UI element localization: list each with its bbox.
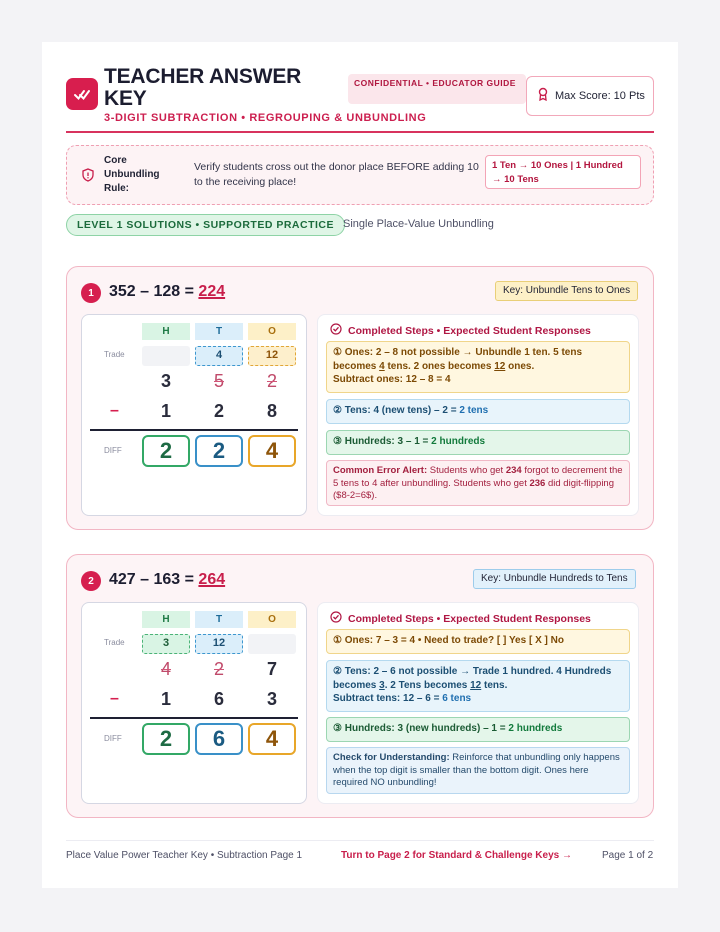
problem-equation <box>109 283 225 301</box>
check-for-understanding <box>326 747 630 794</box>
diff-row-label: DIFF <box>104 446 122 455</box>
step-text: tens. 2 ones becomes <box>384 360 495 372</box>
step-text: ② Tens: 2 – 6 not possible → Trade 1 hundred. 4 Hundreds becomes <box>333 666 612 691</box>
bottom-digit-ones: 3 <box>266 689 277 709</box>
check-circle-icon <box>330 323 342 338</box>
step-value: 12 <box>470 679 482 691</box>
check-circle-icon <box>330 611 342 626</box>
trade-row-label: Trade <box>104 350 125 359</box>
step-value: 6 tens <box>442 693 472 704</box>
rule-text: Verify students cross out the donor place BEFORE adding 10 to the receiving place! <box>194 161 479 188</box>
ones-header: O <box>248 611 296 628</box>
step-value: 2 hundreds <box>431 436 486 447</box>
minus-sign: – <box>110 402 119 419</box>
answer-key-page <box>42 42 678 888</box>
shield-alert-icon <box>81 168 95 187</box>
trade-row-label: Trade <box>104 638 125 647</box>
answer-key-tag: Key: Unbundle Hundreds to Tens <box>473 569 636 589</box>
trade-box-tens: 4 <box>195 346 243 366</box>
bottom-digit-hundreds: 1 <box>160 401 171 421</box>
steps-header <box>330 323 591 338</box>
steps-header <box>330 611 591 626</box>
step-text: ① Ones: 7 – 3 = 4 • Need to trade? [ ] Yes [ X ] No <box>333 635 564 646</box>
step-text: ② Tens: 4 (new tens) – 2 = <box>333 405 460 416</box>
step-text: ③ Hundreds: 3 (new hundreds) – 1 = <box>333 723 509 734</box>
max-score-text: Max Score: 10 Pts <box>555 90 645 102</box>
steps-header-text: Completed Steps • Expected Student Responses <box>348 324 591 337</box>
step-value: 2 tens <box>459 405 489 416</box>
tens-header: T <box>195 611 243 628</box>
step-ones <box>326 341 630 393</box>
problem-number: 1 <box>81 283 101 303</box>
step-tens <box>326 399 630 424</box>
rule-conversion-pill: 1 Ten → 10 Ones | 1 Hundred → 10 Tens <box>485 155 641 189</box>
step-ones <box>326 629 630 654</box>
diff-hundreds: 2 <box>142 435 190 467</box>
page-title: TEACHER ANSWER KEY <box>104 65 302 110</box>
step-text: . 2 Tens becomes <box>384 679 471 691</box>
alert-value: 236 <box>529 477 546 489</box>
sum-line <box>90 717 298 719</box>
step-tens <box>326 660 630 712</box>
page-number: Page 1 of 2 <box>602 850 654 861</box>
minus-sign: – <box>110 690 119 707</box>
award-icon <box>537 87 549 106</box>
step-value: 3 <box>379 679 385 691</box>
alert-text: did digit-flipping ($8-2=6$). <box>333 477 614 501</box>
top-digit-tens-crossed: 5 <box>213 371 224 391</box>
equation-answer: 224 <box>198 283 226 300</box>
problem-card-2 <box>66 554 654 818</box>
level-subtitle: Single Place-Value Unbundling <box>343 218 494 230</box>
step-value: 4 <box>379 360 385 372</box>
bottom-digit-ones: 8 <box>266 401 277 421</box>
sum-line <box>90 429 298 431</box>
equation-answer: 264 <box>198 571 226 588</box>
diff-tens: 2 <box>195 435 243 467</box>
trade-box-hundreds: 3 <box>142 634 190 654</box>
page-subtitle: 3-DIGIT SUBTRACTION • REGROUPING & UNBUNDLING <box>104 112 427 124</box>
place-value-workspace <box>81 602 307 804</box>
problem-equation <box>109 571 225 589</box>
note-label: Check for Understanding: <box>333 752 450 763</box>
step-value: 2 hundreds <box>508 723 563 734</box>
confidential-badge: CONFIDENTIAL • EDUCATOR GUIDE <box>348 74 526 104</box>
problem-card-1 <box>66 266 654 530</box>
step-text: ones. <box>505 360 535 372</box>
bottom-digit-tens: 2 <box>213 401 224 421</box>
completed-steps-panel <box>317 314 639 516</box>
step-text: ① Ones: 2 – 8 not possible → Unbundle 1 ten. 5 tens becomes <box>333 347 583 372</box>
next-page-link[interactable]: Turn to Page 2 for Standard & Challenge Keys → <box>341 850 572 861</box>
footer-divider <box>66 840 654 841</box>
tens-header: T <box>195 323 243 340</box>
alert-value: 234 <box>505 465 522 476</box>
alert-text: forgot to decrement the 5 tens to 4 after unbundling. Students who get <box>333 465 623 489</box>
level-badge: LEVEL 1 SOLUTIONS • SUPPORTED PRACTICE <box>66 214 345 236</box>
footer-left: Place Value Power Teacher Key • Subtraction Page 1 <box>66 850 303 861</box>
top-digit-hundreds-crossed: 4 <box>160 659 171 679</box>
hundreds-header: H <box>142 323 190 340</box>
bottom-digit-tens: 6 <box>213 689 224 709</box>
common-error-alert <box>326 460 630 506</box>
top-digit-ones: 7 <box>266 659 277 679</box>
equation-text: 427 – 163 = <box>109 571 199 588</box>
trade-box-ones <box>248 634 296 654</box>
step-hundreds <box>326 430 630 455</box>
step-text: ③ Hundreds: 3 – 1 = <box>333 436 432 447</box>
ones-header: O <box>248 323 296 340</box>
completed-steps-panel <box>317 602 639 804</box>
note-text: Reinforce that unbundling only happens when the top digit is smaller than the bottom digit. Ones here required NO unbundling! <box>333 752 620 788</box>
diff-tens: 6 <box>195 723 243 755</box>
answer-key-tag: Key: Unbundle Tens to Ones <box>495 281 638 301</box>
alert-text: Students who get <box>427 465 506 476</box>
steps-header-text: Completed Steps • Expected Student Responses <box>348 612 591 625</box>
trade-box-hundreds <box>142 346 190 366</box>
bottom-digit-hundreds: 1 <box>160 689 171 709</box>
top-digit-tens-crossed: 2 <box>213 659 224 679</box>
problem-number: 2 <box>81 571 101 591</box>
diff-ones: 4 <box>248 435 296 467</box>
header-divider <box>66 131 654 133</box>
step-hundreds <box>326 717 630 742</box>
diff-ones: 4 <box>248 723 296 755</box>
max-score-box <box>526 76 654 116</box>
hundreds-header: H <box>142 611 190 628</box>
core-rule-box <box>66 145 654 205</box>
check-logo-icon <box>66 78 98 110</box>
step-text: Subtract ones: 12 – 8 = 4 <box>333 374 451 385</box>
step-text: tens. <box>481 679 508 691</box>
alert-label: Common Error Alert: <box>333 465 428 476</box>
top-digit-hundreds: 3 <box>160 371 171 391</box>
equation-text: 352 – 128 = <box>109 283 199 300</box>
step-value: 12 <box>494 360 506 372</box>
place-value-workspace <box>81 314 307 516</box>
trade-box-ones: 12 <box>248 346 296 366</box>
top-digit-ones-crossed: 2 <box>266 371 277 391</box>
step-text: Subtract tens: 12 – 6 = <box>333 693 443 704</box>
diff-hundreds: 2 <box>142 723 190 755</box>
rule-label: Core Unbundling Rule: <box>104 155 160 194</box>
diff-row-label: DIFF <box>104 734 122 743</box>
trade-box-tens: 12 <box>195 634 243 654</box>
